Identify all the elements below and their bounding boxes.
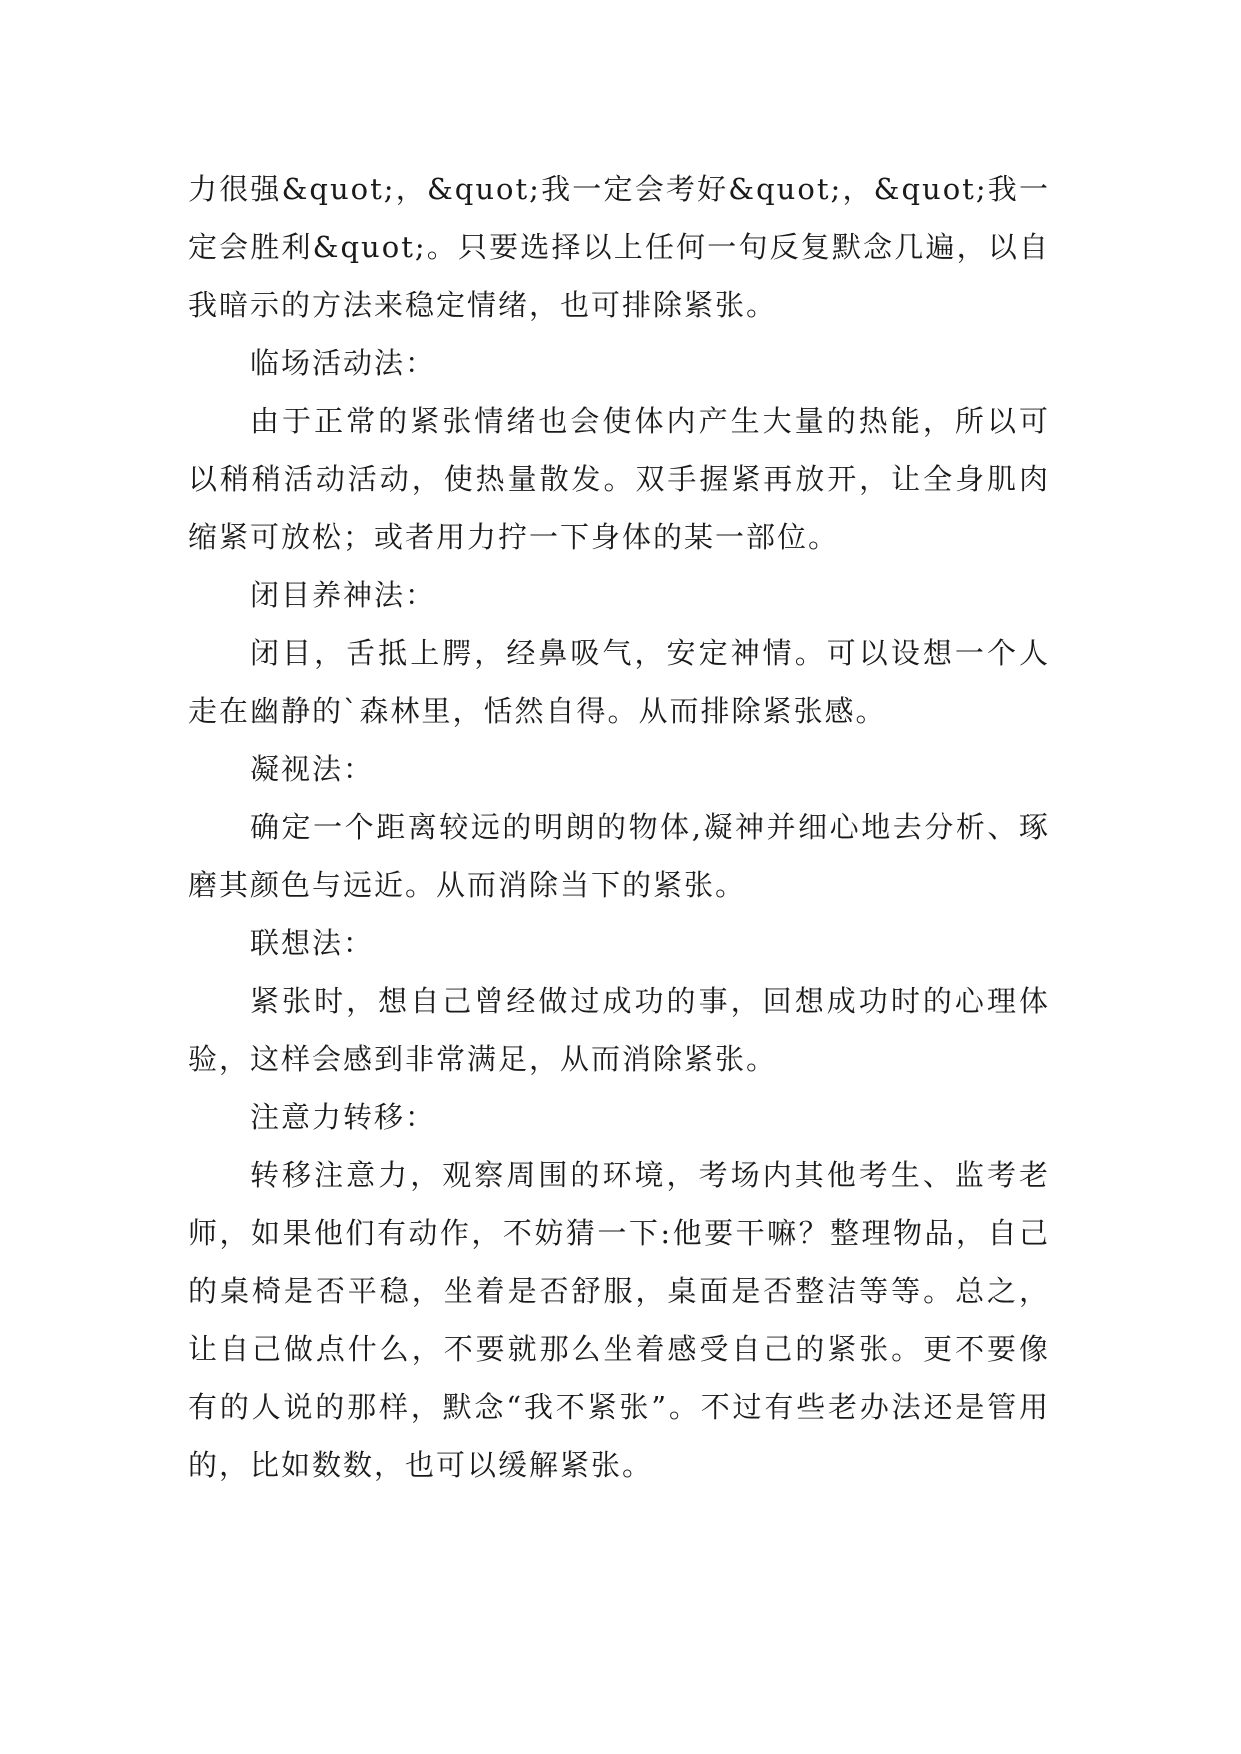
heading-gaze-method: 凝视法：	[250, 752, 375, 786]
paragraph-association: 紧张时，想自己曾经做过成功的事，回想成功时的心理体验，这样会感到非常满足，从而消除紧张。	[188, 984, 1050, 1076]
heading-association-method: 联想法：	[250, 926, 375, 960]
document-body	[188, 160, 1050, 1494]
heading-attention-shift: 注意力转移：	[250, 1100, 437, 1134]
paragraph-continuation: 力很强&quot;，&quot;我一定会考好&quot;，&quot;我一定会胜利&quot;。只要选择以上任何一句反复默念几遍，以自我暗示的方法来稳定情绪，也可排除紧张。	[188, 172, 1050, 322]
paragraph-gaze: 确定一个距离较远的明朗的物体,凝神并细心地去分析、琢磨其颜色与远近。从而消除当下的紧张。	[188, 810, 1050, 902]
heading-eyes-closed-method: 闭目养神法：	[250, 578, 437, 612]
paragraph-attention-shift: 转移注意力，观察周围的环境，考场内其他考生、监考老师，如果他们有动作，不妨猜一下:他要干嘛？整理物品，自己的桌椅是否平稳，坐着是否舒服，桌面是否整洁等等。总之，让自己做点什么，不要就那么坐着感受自己的紧张。更不要像有的人说的那样，默念“我不紧张”。不过有些老办法还是管用的，比如数数，也可以缓解紧张。	[188, 1158, 1050, 1482]
heading-on-site-activity-method: 临场活动法：	[250, 346, 437, 380]
paragraph-on-site-activity: 由于正常的紧张情绪也会使体内产生大量的热能，所以可以稍稍活动活动，使热量散发。双手握紧再放开，让全身肌肉缩紧可放松；或者用力拧一下身体的某一部位。	[188, 404, 1050, 554]
paragraph-eyes-closed: 闭目，舌抵上腭，经鼻吸气，安定神情。可以设想一个人走在幽静的`森林里，恬然自得。从而排除紧张感。	[188, 636, 1050, 728]
